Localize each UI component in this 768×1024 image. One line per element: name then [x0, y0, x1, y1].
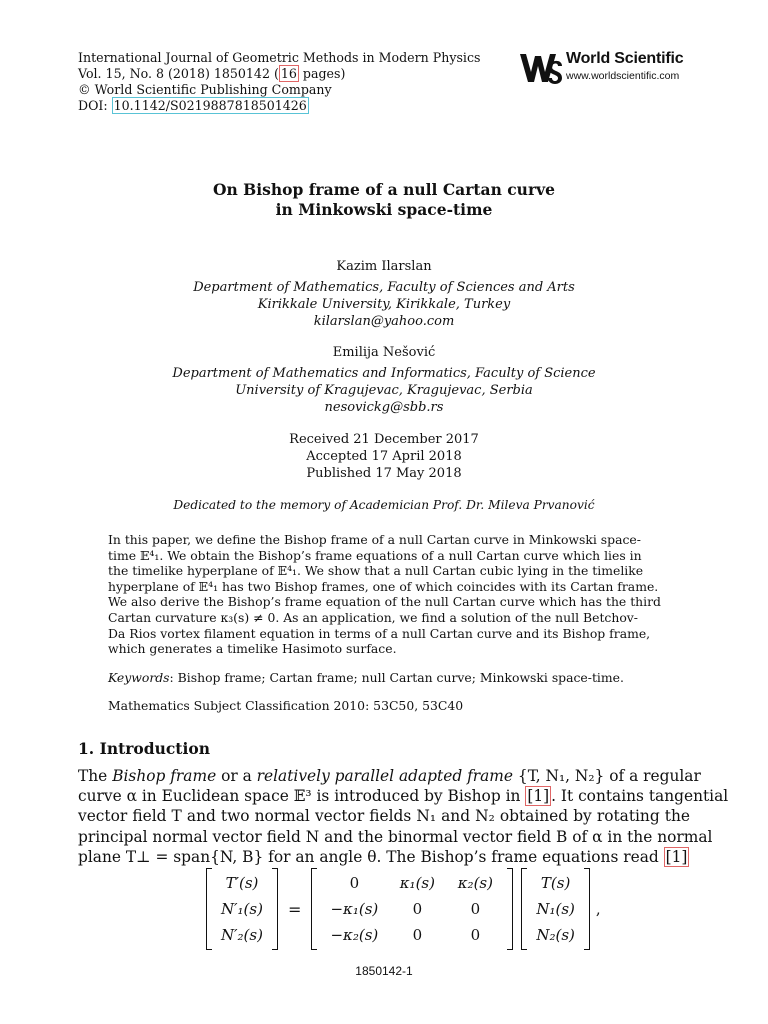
abstract — [108, 532, 661, 657]
author-block-2 — [0, 344, 768, 416]
journal-name: International Journal of Geometric Methods in Modern Physics — [78, 50, 481, 65]
matrix-entry: κ₂(s) — [457, 874, 493, 892]
received-date: Received 21 December 2017 — [289, 432, 479, 447]
keywords — [108, 670, 624, 685]
matrix-entry: 0 — [470, 900, 481, 918]
doi-line: DOI: 10.1142/S0219887818501426 — [78, 98, 307, 113]
body-line: plane T⊥ = span{N, B} for an angle θ. The Bishop’s frame equations read [1] — [78, 847, 688, 866]
keywords-text: : Bishop frame; Cartan frame; null Cartan curve; Minkowski space-time. — [169, 670, 624, 685]
publisher-logo[interactable] — [518, 46, 694, 88]
matrix-entry: 0 — [412, 900, 423, 918]
matrix-entry: N′₁(s) — [221, 900, 263, 918]
citation-link[interactable]: [1] — [527, 787, 550, 806]
equals-sign: = — [287, 899, 302, 919]
doi-link[interactable]: 10.1142/S0219887818501426 — [113, 98, 307, 113]
msc-classification: Mathematics Subject Classification 2010: 53C50, 53C40 — [108, 698, 464, 713]
dedication: Dedicated to the memory of Academician Prof. Dr. Mileva Prvanović — [173, 498, 595, 512]
author-name: Emilija Nešović — [332, 345, 436, 360]
matrix-entry: 0 — [470, 926, 481, 944]
matrix-entry: N₂(s) — [536, 926, 575, 944]
abstract-line: the timelike hyperplane of 𝔼⁴₁. We show that a null Cartan cubic lying in the timelike — [108, 563, 644, 579]
body-line: principal normal vector field N and the binormal vector field B of α in the normal — [78, 827, 713, 846]
body-line: curve α in Euclidean space 𝔼³ is introduced by Bishop in [1] . It contains tangential — [78, 787, 729, 806]
matrix-entry: −κ₂(s) — [330, 926, 379, 944]
author-email[interactable]: kilarslan@yahoo.com — [313, 314, 455, 329]
author-affiliation: Department of Mathematics and Informatics, Faculty of Science — [172, 366, 596, 381]
title-line-2: in Minkowski space-time — [275, 200, 493, 219]
author-email[interactable]: nesovickg@sbb.rs — [324, 400, 444, 415]
published-date: Published 17 May 2018 — [306, 466, 462, 481]
abstract-line: We also derive the Bishop’s frame equation of the null Cartan curve which has the third — [108, 594, 661, 610]
abstract-line: which generates a timelike Hasimoto surface. — [108, 641, 397, 657]
matrix-entry: 0 — [412, 926, 423, 944]
matrix-entry: N₁(s) — [536, 900, 575, 918]
author-affiliation: Kirikkale University, Kirikkale, Turkey — [257, 297, 511, 312]
publisher-name: World Scientific — [566, 50, 684, 67]
abstract-line: time 𝔼⁴₁. We obtain the Bishop’s frame equations of a null Cartan curve which lies in — [108, 547, 642, 563]
paper-title — [0, 180, 768, 220]
keywords-label: Keywords — [108, 670, 170, 685]
body-line: The Bishop frame or a relatively parallel adapted frame {T, N₁, N₂} of a regular — [78, 767, 701, 785]
abstract-line: Da Rios vortex filament equation in terms of a null Cartan curve and its Bishop frame, — [108, 625, 651, 641]
coefficient-matrix — [311, 868, 513, 950]
abstract-line: In this paper, we define the Bishop frame of a null Cartan curve in Minkowski space- — [108, 532, 641, 547]
accepted-date: Accepted 17 April 2018 — [306, 449, 462, 464]
abstract-line: hyperplane of 𝔼⁴₁ has two Bishop frames, one of which coincides with its Cartan frame. — [108, 578, 659, 594]
publication-dates — [0, 431, 768, 482]
world-scientific-logo-icon — [518, 48, 564, 88]
author-block-1 — [0, 258, 768, 330]
body-line: vector field T and two normal vector fields N₁ and N₂ obtained by rotating the — [78, 807, 690, 826]
author-name: Kazim Ilarslan — [336, 259, 432, 274]
section-heading: 1. Introduction — [78, 739, 210, 758]
publisher-url[interactable]: www.worldscientific.com — [566, 70, 680, 82]
matrix-entry: 0 — [349, 874, 360, 892]
copyright: © World Scientific Publishing Company — [78, 82, 332, 97]
title-line-1: On Bishop frame of a null Cartan curve — [213, 180, 555, 199]
matrix-entry: N′₂(s) — [221, 926, 263, 944]
intro-paragraph — [78, 766, 729, 867]
abstract-line: Cartan curvature κ₃(s) ≠ 0. As an application, we find a solution of the null Betchov- — [108, 609, 638, 625]
journal-volume: Vol. 15, No. 8 (2018) 1850142 ( 16 pages) — [78, 66, 346, 81]
equation-comma: , — [595, 900, 601, 918]
author-affiliation: Department of Mathematics, Faculty of Sciences and Arts — [193, 280, 575, 295]
lhs-vector — [206, 868, 278, 950]
matrix-entry: T′(s) — [225, 874, 259, 892]
page-count-link[interactable]: 16 — [280, 66, 297, 81]
rhs-vector — [521, 868, 590, 950]
citation-link[interactable]: [1] — [665, 847, 688, 866]
author-affiliation: University of Kragujevac, Kragujevac, Serbia — [235, 383, 533, 398]
page-footer: 1850142-1 — [355, 964, 413, 978]
matrix-entry: T(s) — [540, 874, 571, 892]
journal-header — [78, 50, 480, 114]
matrix-entry: −κ₁(s) — [330, 900, 379, 918]
matrix-entry: κ₁(s) — [399, 874, 435, 892]
